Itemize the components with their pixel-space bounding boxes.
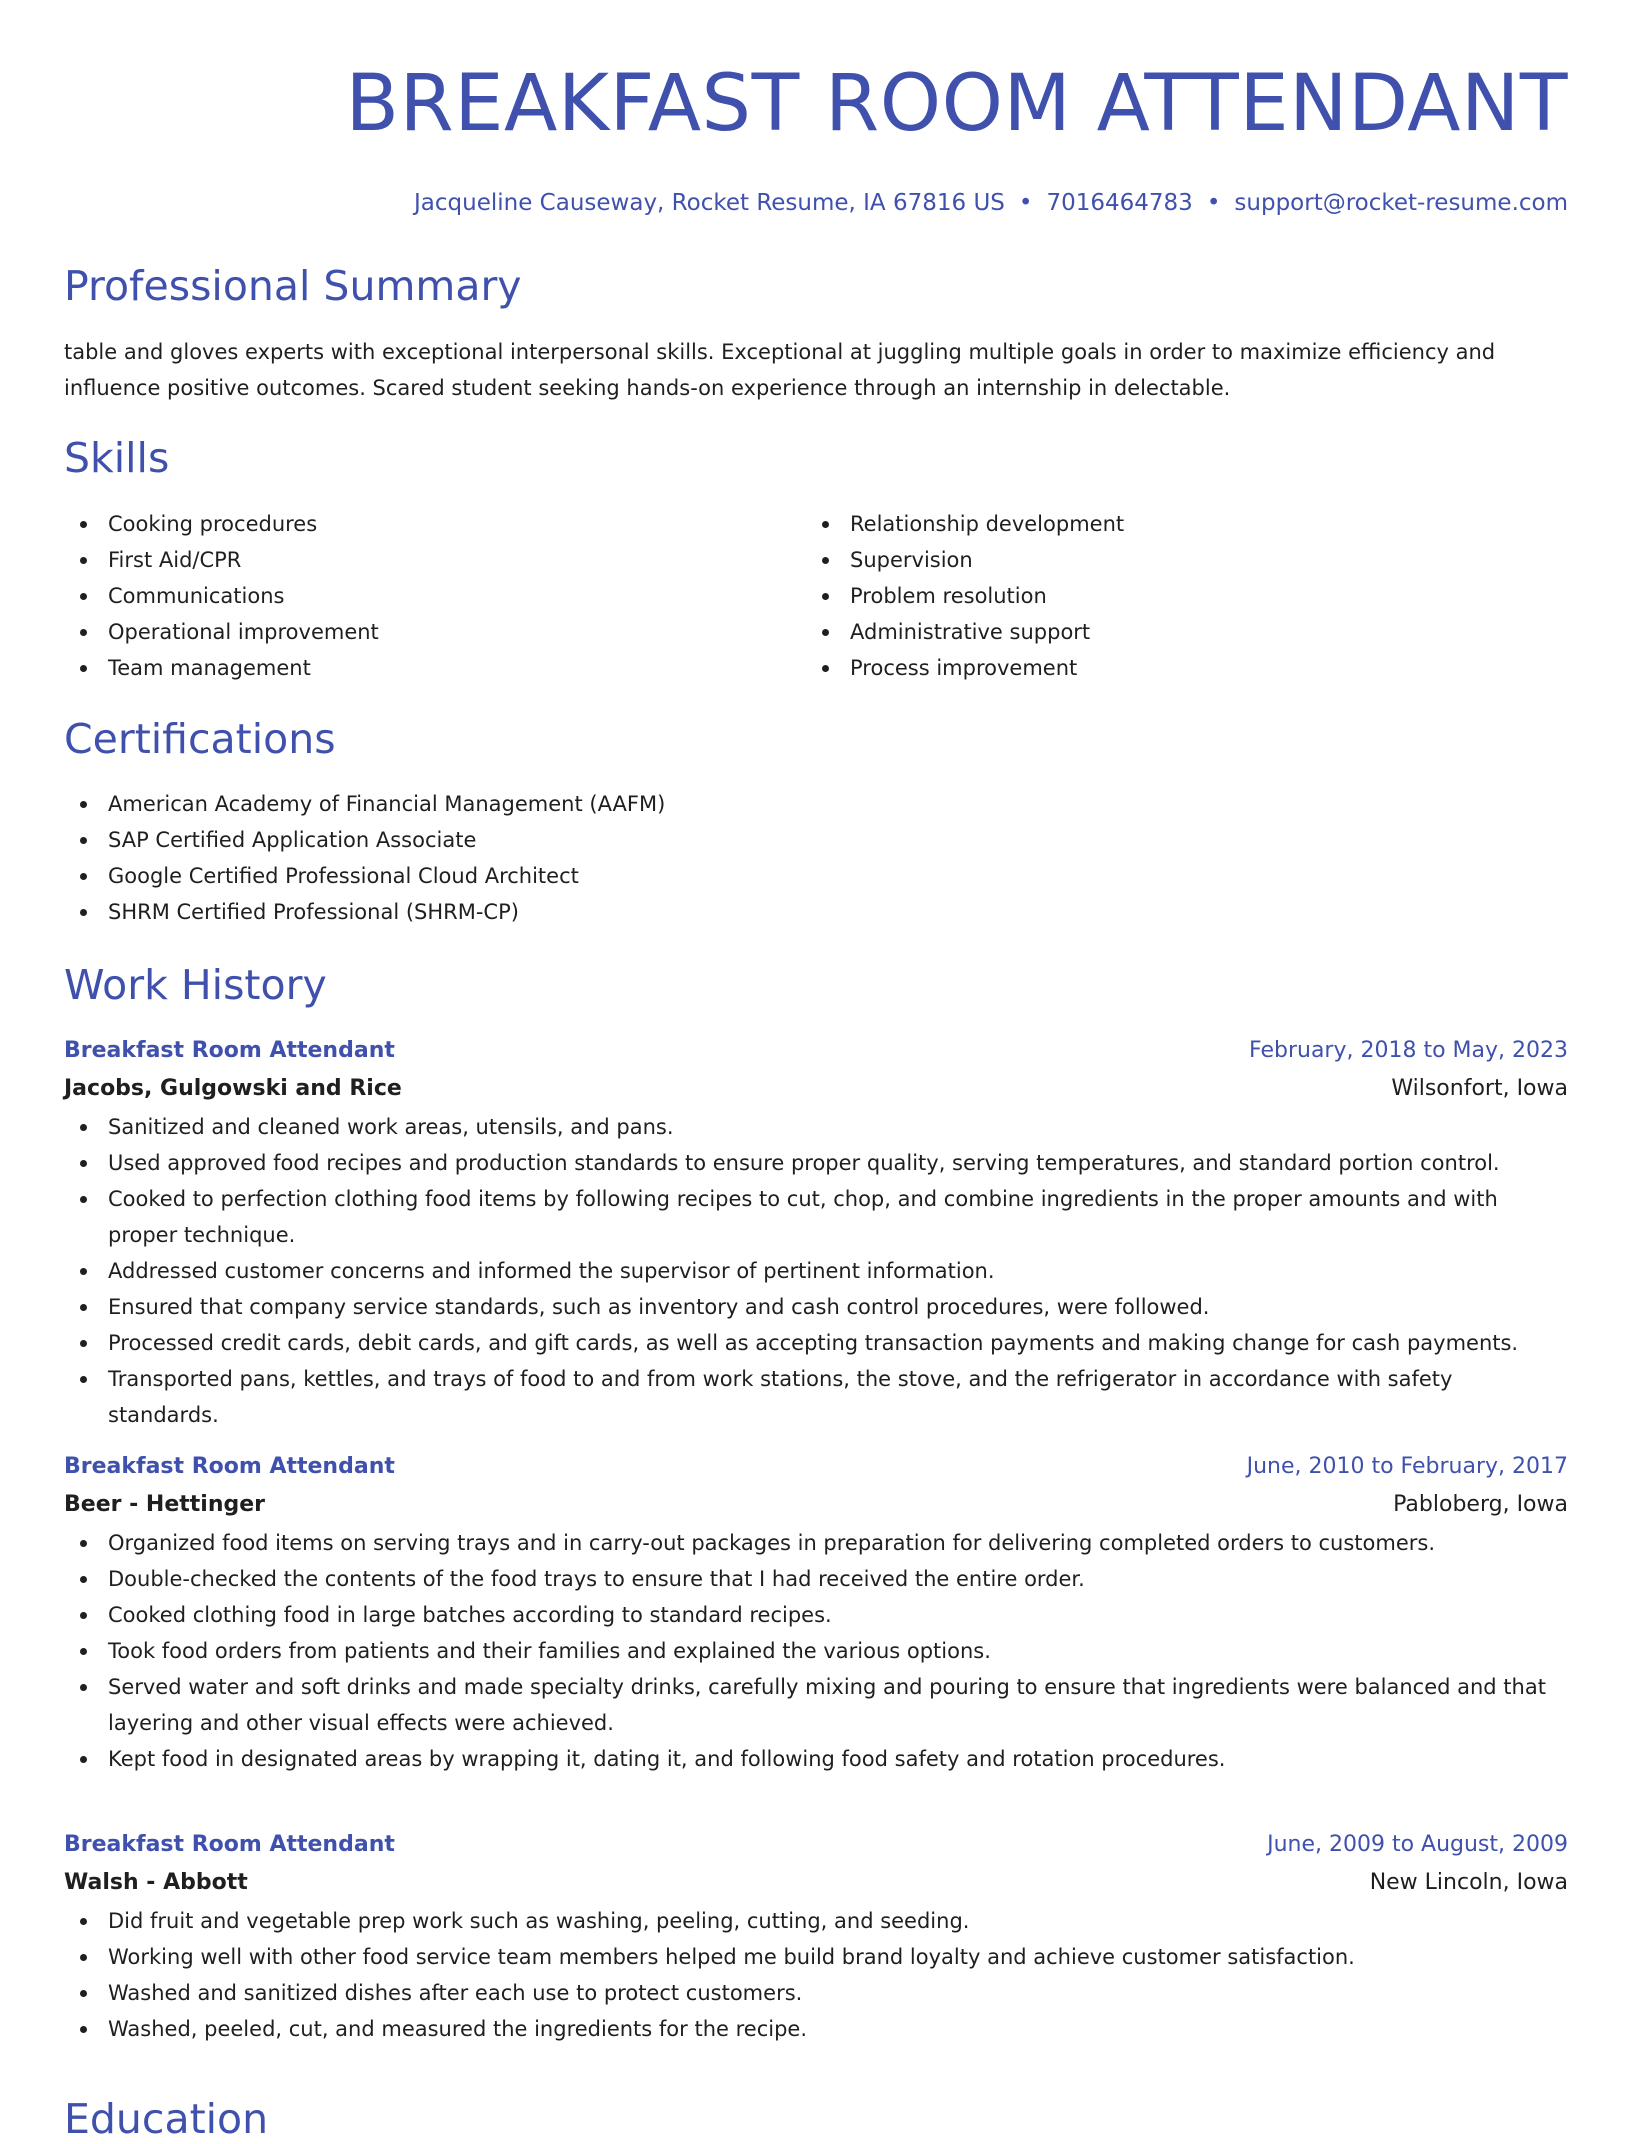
skill-item: Relationship development bbox=[806, 506, 1548, 542]
contact-address: Jacqueline Causeway, Rocket Resume, IA 67816 US bbox=[414, 190, 1005, 216]
job-duty-item: Working well with other food service team members helped me build brand loyalty and achieve customer satisfaction. bbox=[64, 1939, 1568, 1975]
job-entry bbox=[64, 1827, 1568, 2047]
job-duty-item: Ensured that company service standards, such as inventory and cash control procedures, were followed. bbox=[64, 1289, 1568, 1325]
skill-item: Communications bbox=[64, 578, 806, 614]
contact-email[interactable]: support@rocket-resume.com bbox=[1234, 190, 1568, 216]
job-entry bbox=[64, 1449, 1568, 1777]
job-location: Pabloberg, Iowa bbox=[1393, 1492, 1568, 1517]
contact-separator: • bbox=[1018, 190, 1033, 216]
job-duties-list bbox=[64, 1903, 1568, 2047]
contact-info bbox=[64, 188, 1568, 218]
skill-item: Team management bbox=[64, 650, 806, 686]
certification-item: Google Certified Professional Cloud Architect bbox=[64, 858, 665, 894]
job-dates: June, 2010 to February, 2017 bbox=[1246, 1454, 1568, 1479]
job-location: Wilsonfort, Iowa bbox=[1391, 1076, 1568, 1101]
job-company-row bbox=[64, 1863, 1568, 1903]
job-dates: June, 2009 to August, 2009 bbox=[1267, 1832, 1568, 1857]
job-company: Walsh - Abbott bbox=[64, 1870, 248, 1895]
skills-list bbox=[64, 506, 1568, 686]
job-company: Beer - Hettinger bbox=[64, 1492, 265, 1517]
job-header-row bbox=[64, 1033, 1568, 1069]
job-title: Breakfast Room Attendant bbox=[64, 1832, 395, 1857]
job-duty-item: Took food orders from patients and their families and explained the various options. bbox=[64, 1633, 1568, 1669]
certifications-list bbox=[64, 786, 665, 930]
job-duties-list bbox=[64, 1525, 1568, 1777]
resume-title: BREAKFAST ROOM ATTENDANT bbox=[345, 59, 1568, 149]
certification-item: SAP Certified Application Associate bbox=[64, 822, 665, 858]
job-duty-item: Organized food items on serving trays and in carry-out packages in preparation for delivering completed orders to customers. bbox=[64, 1525, 1568, 1561]
job-entry bbox=[64, 1033, 1568, 1433]
job-duty-item: Cooked to perfection clothing food items by following recipes to cut, chop, and combine ingredients in the proper amounts and with proper technique. bbox=[64, 1181, 1568, 1253]
job-title: Breakfast Room Attendant bbox=[64, 1038, 395, 1063]
section-heading-education: Education bbox=[64, 2095, 269, 2143]
job-duty-item: Sanitized and cleaned work areas, utensils, and pans. bbox=[64, 1109, 1568, 1145]
job-duty-item: Washed, peeled, cut, and measured the ingredients for the recipe. bbox=[64, 2011, 1568, 2047]
job-company-row bbox=[64, 1485, 1568, 1525]
job-title: Breakfast Room Attendant bbox=[64, 1454, 395, 1479]
resume-page bbox=[64, 0, 1568, 2143]
job-header-row bbox=[64, 1827, 1568, 1863]
skill-item: Operational improvement bbox=[64, 614, 806, 650]
section-heading-summary: Professional Summary bbox=[64, 262, 522, 310]
job-duty-item: Served water and soft drinks and made specialty drinks, carefully mixing and pouring to ensure that ingredients were balanced and that layering and other visual effects were achieved. bbox=[64, 1669, 1568, 1741]
contact-separator: • bbox=[1206, 190, 1221, 216]
job-company: Jacobs, Gulgowski and Rice bbox=[64, 1076, 402, 1101]
contact-phone[interactable]: 7016464783 bbox=[1046, 190, 1193, 216]
job-duties-list bbox=[64, 1109, 1568, 1433]
job-duty-item: Kept food in designated areas by wrapping it, dating it, and following food safety and rotation procedures. bbox=[64, 1741, 1568, 1777]
job-duty-item: Transported pans, kettles, and trays of food to and from work stations, the stove, and the refrigerator in accordance with safety standards. bbox=[64, 1361, 1568, 1433]
job-duty-item: Addressed customer concerns and informed the supervisor of pertinent information. bbox=[64, 1253, 1568, 1289]
job-dates: February, 2018 to May, 2023 bbox=[1249, 1038, 1568, 1063]
section-heading-work-history: Work History bbox=[64, 961, 327, 1009]
skills-column-left bbox=[64, 506, 806, 686]
skill-item: Process improvement bbox=[806, 650, 1548, 686]
skill-item: First Aid/CPR bbox=[64, 542, 806, 578]
section-heading-skills: Skills bbox=[64, 434, 170, 482]
certification-item: American Academy of Financial Management (AAFM) bbox=[64, 786, 665, 822]
skill-item: Cooking procedures bbox=[64, 506, 806, 542]
job-duty-item: Cooked clothing food in large batches according to standard recipes. bbox=[64, 1597, 1568, 1633]
skills-column-right bbox=[806, 506, 1548, 686]
certification-item: SHRM Certified Professional (SHRM-CP) bbox=[64, 894, 665, 930]
job-duty-item: Used approved food recipes and production standards to ensure proper quality, serving temperatures, and standard portion control. bbox=[64, 1145, 1568, 1181]
skill-item: Administrative support bbox=[806, 614, 1548, 650]
job-duty-item: Double-checked the contents of the food trays to ensure that I had received the entire order. bbox=[64, 1561, 1568, 1597]
job-duty-item: Did fruit and vegetable prep work such as washing, peeling, cutting, and seeding. bbox=[64, 1903, 1568, 1939]
job-company-row bbox=[64, 1069, 1568, 1109]
skill-item: Supervision bbox=[806, 542, 1548, 578]
job-header-row bbox=[64, 1449, 1568, 1485]
summary-text: table and gloves experts with exceptional interpersonal skills. Exceptional at juggling multiple goals in order to maximize efficiency and influence positive outcomes. Scared student seeking hands-on experience through an internship in delectable. bbox=[64, 340, 1496, 400]
job-location: New Lincoln, Iowa bbox=[1369, 1870, 1568, 1895]
job-duty-item: Washed and sanitized dishes after each use to protect customers. bbox=[64, 1975, 1568, 2011]
section-heading-certifications: Certifications bbox=[64, 715, 336, 763]
job-duty-item: Processed credit cards, debit cards, and gift cards, as well as accepting transaction payments and making change for cash payments. bbox=[64, 1325, 1568, 1361]
skill-item: Problem resolution bbox=[806, 578, 1548, 614]
